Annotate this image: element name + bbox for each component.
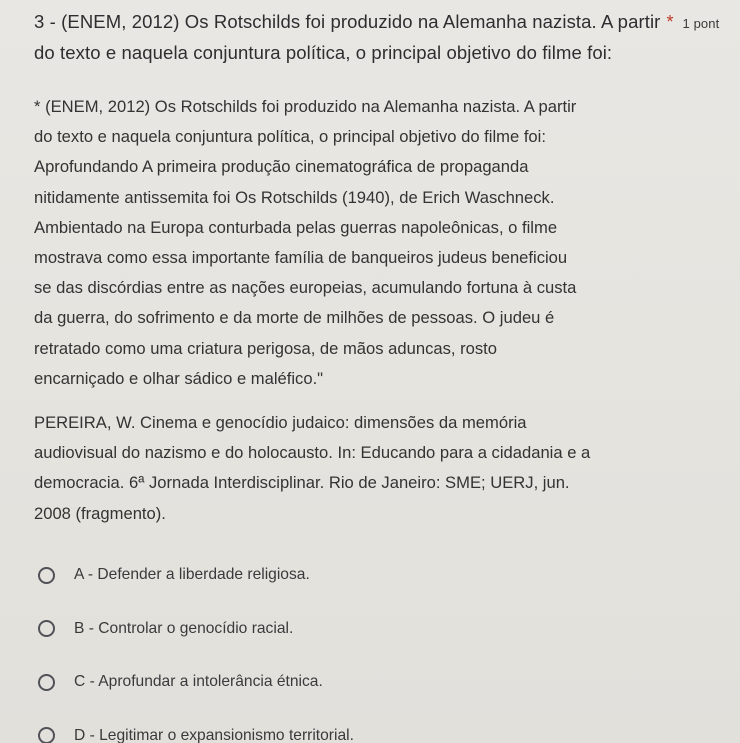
source-line: audiovisual do nazismo e do holocausto. In: Educando para a cidadania e a: [34, 443, 591, 463]
option-label-b: B - Controlar o genocídio racial.: [74, 619, 294, 637]
option-label-d: D - Legitimar o expansionismo territorial.: [74, 726, 354, 743]
description-line: retratado como uma criatura perigosa, de mãos aduncas, rosto: [34, 338, 498, 358]
description-line: do texto e naquela conjuntura política, o principal objetivo do filme foi:: [34, 127, 546, 147]
description-line: Aprofundando A primeira produção cinematográfica de propaganda: [34, 157, 529, 177]
question-title-line1: [34, 7, 740, 38]
points-label: 1 pont: [682, 16, 720, 31]
description-line: da guerra, do sofrimento e da morte de milhões de pessoas. O judeu é: [34, 308, 555, 328]
option-c[interactable]: [38, 667, 698, 697]
required-marker: *: [666, 12, 674, 32]
question-description: [34, 92, 704, 529]
source-line: PEREIRA, W. Cinema e genocídio judaico: dimensões da memória: [34, 413, 527, 433]
option-d[interactable]: [38, 721, 698, 743]
description-line: encarniçado e olhar sádico e maléfico.": [34, 368, 324, 388]
option-a[interactable]: [38, 560, 698, 590]
radio-button-d[interactable]: [38, 727, 55, 743]
option-label-a: A - Defender a liberdade religiosa.: [74, 566, 310, 583]
question-title-line2: do texto e naquela conjuntura política, o principal objetivo do filme foi:: [34, 42, 613, 63]
radio-button-b[interactable]: [38, 620, 55, 637]
source-line: 2008 (fragmento).: [34, 503, 166, 523]
description-line: se das discórdias entre as nações europeias, acumulando fortuna à custa: [34, 278, 577, 298]
answer-options: [38, 560, 698, 743]
description-line: nitidamente antissemita foi Os Rotschilds (1940), de Erich Waschneck.: [34, 187, 555, 207]
question-header: [34, 7, 740, 67]
paragraph-spacer: [34, 394, 704, 408]
radio-button-c[interactable]: [38, 674, 55, 691]
option-label-c: C - Aprofundar a intolerância étnica.: [74, 673, 323, 690]
description-line: Ambientado na Europa conturbada pelas guerras napoleônicas, o filme: [34, 217, 558, 237]
question-title: 3 - (ENEM, 2012) Os Rotschilds foi produzido na Alemanha nazista. A partir: [34, 11, 661, 32]
radio-button-a[interactable]: [38, 567, 55, 584]
option-b[interactable]: [38, 614, 698, 644]
description-line: * (ENEM, 2012) Os Rotschilds foi produzido na Alemanha nazista. A partir: [34, 97, 577, 116]
source-line: democracia. 6ª Jornada Interdisciplinar. Rio de Janeiro: SME; UERJ, jun.: [34, 473, 570, 493]
description-line: mostrava como essa importante família de banqueiros judeus beneficiou: [34, 248, 568, 268]
